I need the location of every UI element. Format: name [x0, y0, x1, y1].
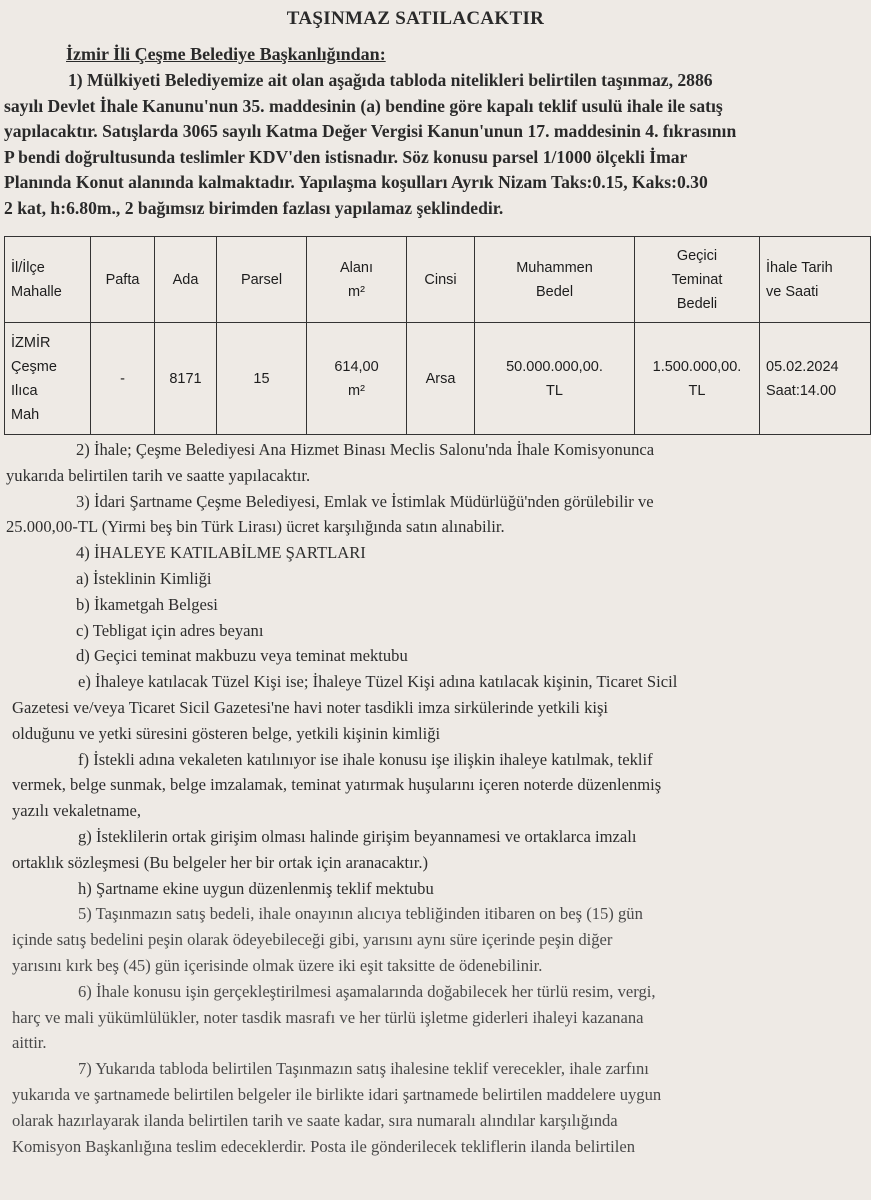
- body-line: yukarıda belirtilen tarih ve saatte yapılacaktır.: [6, 465, 311, 485]
- cell-text: TL: [546, 382, 563, 399]
- body-line: 2) İhale; Çeşme Belediyesi Ana Hizmet Binası Meclis Salonu'nda İhale Komisyonunca: [76, 440, 655, 459]
- cell-ada: 8171: [155, 323, 217, 435]
- body-line: 5) Taşınmazın satış bedeli, ihale onayının alıcıya tebliğinden itibaren on beş (15) gün: [78, 904, 643, 924]
- cell-text: 50.000.000,00.: [506, 358, 603, 375]
- header-muhammen-bedel: [475, 237, 635, 323]
- header-pafta: Pafta: [91, 237, 155, 323]
- header-text: Bedel: [535, 283, 574, 300]
- header-alani: [307, 237, 407, 323]
- body-line: Komisyon Başkanlığına teslim edeceklerdir. Posta ile gönderilecek tekliflerin ilanda belirtilen: [12, 1136, 636, 1156]
- property-table: [4, 236, 871, 435]
- intro-paragraph: [4, 68, 831, 222]
- body-line: 7) Yukarıda tabloda belirtilen Taşınmazın satış ihalesine teklif verecekler, ihale zarfını: [78, 1059, 649, 1079]
- cell-text: TL: [688, 382, 706, 399]
- list-item: d) Geçici teminat makbuzu veya teminat mektubu: [76, 646, 408, 666]
- body-line: vermek, belge sunmak, belge imzalamak, teminat yatırmak huşularını içeren noterde düzenlenmiş: [12, 775, 662, 795]
- header-text: Teminat: [671, 271, 723, 288]
- header-ada: Ada: [155, 237, 217, 323]
- body-line: aittir.: [12, 1033, 47, 1053]
- body-line: içinde satış bedelini peşin olarak ödeyebileceği gibi, yarısını aynı süre içerinde peşin diğer: [12, 930, 613, 950]
- addressee-heading: İzmir İli Çeşme Belediye Başkanlığından:: [66, 44, 386, 64]
- header-text: m²: [348, 283, 365, 300]
- intro-line: 2 kat, h:6.80m., 2 bağımsız birimden fazlası yapılamaz şeklindedir.: [4, 197, 504, 218]
- cell-text: Çeşme: [11, 358, 57, 375]
- conditions-text: [6, 437, 831, 1159]
- cell-text: Saat:14.00: [766, 382, 837, 399]
- header-text: Muhammen: [516, 259, 593, 276]
- body-line: 3) İdari Şartname Çeşme Belediyesi, Emlak ve İstimlak Müdürlüğü'nden görülebilir ve: [76, 491, 654, 511]
- header-text: İl/İlçe: [11, 259, 45, 276]
- header-text: ve Saati: [766, 283, 819, 300]
- header-ihale-tarih: [760, 237, 871, 323]
- list-item: g) İsteklilerin ortak girişim olması halinde girişim beyannamesi ve ortaklarca imzalı: [78, 826, 637, 846]
- header-cinsi: Cinsi: [407, 237, 475, 323]
- cell-pafta: -: [91, 323, 155, 435]
- cell-muhammen-bedel: [475, 323, 635, 435]
- body-line: olarak hazırlayarak ilanda belirtilen tarih ve saate kadar, sıra numaralı alındılar karşılığında: [12, 1110, 618, 1130]
- cell-text: 1.500.000,00.: [652, 358, 742, 375]
- cell-text: İZMİR: [11, 334, 51, 351]
- body-line: Gazetesi ve/veya Ticaret Sicil Gazetesi'ne havi noter tasdikli imza sirkülerinde yetkili kişi: [12, 697, 609, 717]
- table-header-row: [5, 237, 871, 323]
- cell-alan: [307, 323, 407, 435]
- page-title: TAŞINMAZ SATILACAKTIR: [286, 8, 545, 29]
- list-item: c) Tebligat için adres beyanı: [76, 620, 264, 640]
- intro-line: P bendi doğrultusunda teslimler KDV'den istisnadır. Söz konusu parsel 1/1000 ölçekli İmar: [4, 146, 688, 167]
- body-line: olduğunu ve yetki süresini gösteren belge, yetkili kişinin kimliği: [12, 723, 441, 743]
- body-line: yazılı vekaletname,: [12, 801, 141, 821]
- list-item: b) İkametgah Belgesi: [76, 594, 218, 614]
- intro-line: yapılacaktır. Satışlarda 3065 sayılı Katma Değer Vergisi Kanun'unun 17. maddesinin 4. fıkrasının: [4, 121, 737, 142]
- cell-location: [5, 323, 91, 435]
- cell-ihale-tarih: [760, 323, 871, 435]
- list-item: f) İstekli adına vekaleten katılınıyor ise ihale konusu işe ilişkin ihaleye katılmak, teklif: [78, 749, 653, 769]
- header-text: Bedeli: [676, 295, 718, 312]
- list-item: a) İsteklinin Kimliği: [76, 568, 212, 588]
- body-line: harç ve mali yükümlülükler, noter tasdik masrafı ve her türlü işletme giderleri ihaleyi kazanana: [12, 1007, 644, 1027]
- header-il-ilce: [5, 237, 91, 323]
- cell-gecici-teminat: [635, 323, 760, 435]
- cell-parsel: 15: [217, 323, 307, 435]
- body-line: yarısını kırk beş (45) gün içerisinde olmak üzere iki eşit taksitte de ödenebilinir.: [12, 955, 543, 975]
- cell-cinsi: Arsa: [407, 323, 475, 435]
- intro-line: 1) Mülkiyeti Belediyemize ait olan aşağıda tabloda nitelikleri belirtilen taşınmaz, 2886: [68, 70, 713, 90]
- body-line: yukarıda ve şartnamede belirtilen belgeler ile birlikte idari şartnamede belirtilen maddelere uygun: [12, 1084, 662, 1104]
- cell-text: m²: [348, 382, 365, 399]
- header-parsel: Parsel: [217, 237, 307, 323]
- header-text: İhale Tarih: [766, 259, 833, 276]
- header-gecici-teminat: [635, 237, 760, 323]
- header-text: Mahalle: [11, 283, 62, 300]
- table-row: [5, 323, 871, 435]
- header-text: Geçici: [676, 247, 718, 264]
- body-line: 6) İhale konusu işin gerçekleştirilmesi aşamalarında doğabilecek her türlü resim, vergi,: [78, 981, 656, 1001]
- cell-text: Ilıca: [11, 382, 38, 399]
- intro-line: Planında Konut alanında kalmaktadır. Yapılaşma koşulları Ayrık Nizam Taks:0.15, Kaks:0.30: [4, 172, 708, 193]
- cell-text: 05.02.2024: [766, 358, 839, 375]
- body-line: 25.000,00-TL (Yirmi beş bin Türk Lirası) ücret karşılığında satın alınabilir.: [6, 517, 505, 537]
- list-item: e) İhaleye katılacak Tüzel Kişi ise; İhaleye Tüzel Kişi adına katılacak kişinin, Ticaret Sicil: [78, 672, 678, 692]
- body-line: ortaklık sözleşmesi (Bu belgeler her bir ortak için aranacaktır.): [12, 852, 429, 872]
- list-item: h) Şartname ekine uygun düzenlenmiş teklif mektubu: [78, 878, 434, 898]
- intro-line: sayılı Devlet İhale Kanunu'nun 35. maddesinin (a) bendine göre kapalı teklif usulü ihale ile satış: [4, 95, 723, 116]
- cell-text: 614,00: [334, 358, 379, 375]
- section-heading: 4) İHALEYE KATILABİLME ŞARTLARI: [76, 543, 366, 563]
- header-text: Alanı: [339, 259, 374, 276]
- cell-text: Mah: [11, 406, 40, 423]
